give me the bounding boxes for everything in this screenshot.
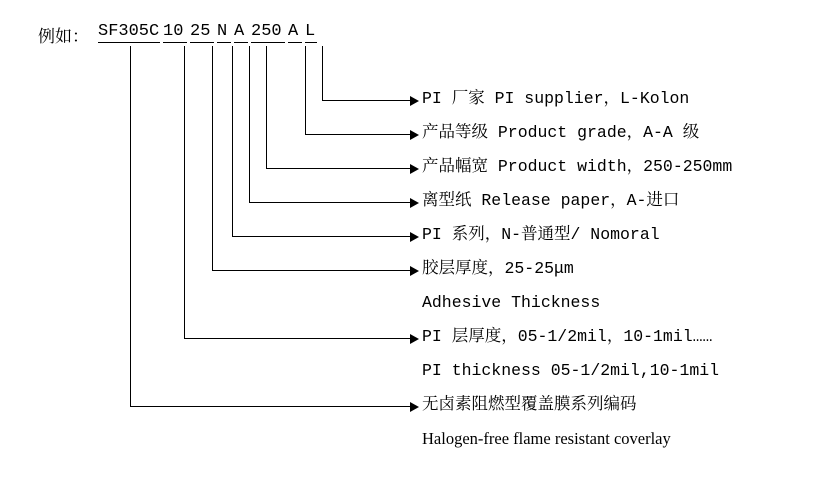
connector-vertical-pi-supplier xyxy=(322,46,323,100)
connector-vertical-product-width xyxy=(266,46,267,168)
code-token-4: A xyxy=(234,22,248,43)
callout-label-product-grade: 产品等级 Product grade，A-A 级 xyxy=(422,123,700,142)
callout-label-series-code-en: Halogen-free flame resistant coverlay xyxy=(422,429,671,448)
arrow-icon-product-width xyxy=(410,164,419,174)
arrow-icon-release-paper xyxy=(410,198,419,208)
connector-horizontal-pi-series xyxy=(232,236,410,237)
callout-label-pi-thickness-line2: PI thickness 05-1/2mil,10-1mil xyxy=(422,361,720,380)
connector-vertical-product-grade xyxy=(305,46,306,134)
arrow-icon-pi-thickness xyxy=(410,334,419,344)
arrow-icon-adhesive-thickness xyxy=(410,266,419,276)
connector-vertical-adhesive-thickness xyxy=(212,46,213,270)
connector-horizontal-pi-thickness xyxy=(184,338,410,339)
code-token-1: 10 xyxy=(163,22,187,43)
callout-label-pi-thickness: PI 层厚度，05-1/2mil，10-1mil…… xyxy=(422,327,713,346)
callout-label-pi-supplier: PI 厂家 PI supplier，L-Kolon xyxy=(422,89,690,108)
callout-label-adhesive-thickness-line2: Adhesive Thickness xyxy=(422,293,601,312)
arrow-icon-pi-supplier xyxy=(410,96,419,106)
connector-horizontal-release-paper xyxy=(249,202,410,203)
arrow-icon-series-code xyxy=(410,402,419,412)
connector-vertical-pi-thickness xyxy=(184,46,185,338)
connector-horizontal-product-grade xyxy=(305,134,410,135)
example-prefix-label: 例如： xyxy=(38,27,89,46)
code-token-7: L xyxy=(305,22,316,41)
arrow-icon-product-grade xyxy=(410,130,419,140)
code-token-2: 25 xyxy=(190,22,214,43)
code-token-6: A xyxy=(288,22,302,43)
code-token-0: SF305C xyxy=(98,22,160,41)
connector-vertical-series-code xyxy=(130,46,131,406)
callout-label-product-width: 产品幅宽 Product width，250-250mm xyxy=(422,157,733,176)
connector-horizontal-pi-supplier xyxy=(322,100,410,101)
callout-label-series-code: 无卤素阻燃型覆盖膜系列编码 xyxy=(422,395,637,414)
connector-horizontal-adhesive-thickness xyxy=(212,270,410,271)
callout-label-release-paper: 离型纸 Release paper，A-进口 xyxy=(422,191,680,210)
callout-label-adhesive-thickness: 胶层厚度，25-25μm xyxy=(422,259,574,278)
callout-label-pi-series: PI 系列，N-普通型/ Nomoral xyxy=(422,225,660,244)
connector-vertical-release-paper xyxy=(249,46,250,202)
arrow-icon-pi-series xyxy=(410,232,419,242)
code-token-3: N xyxy=(217,22,231,43)
connector-vertical-pi-series xyxy=(232,46,233,236)
connector-horizontal-series-code xyxy=(130,406,410,407)
connector-horizontal-product-width xyxy=(266,168,410,169)
code-token-5: 250 xyxy=(251,22,285,43)
